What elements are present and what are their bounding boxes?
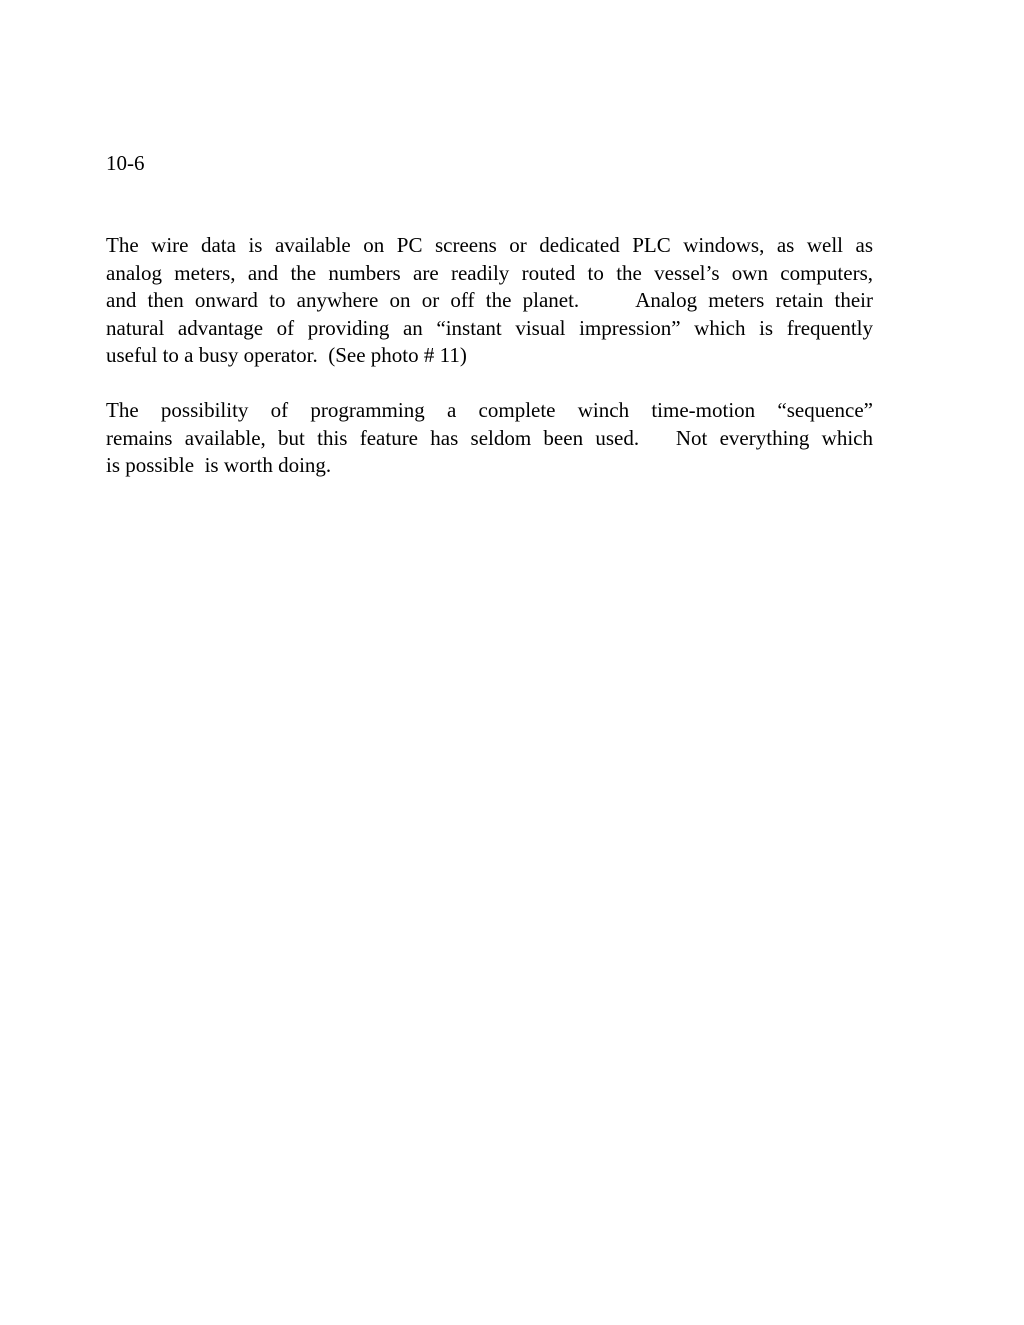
paragraph-line: The possibility of programming a complete winch time-motion “sequence”	[106, 398, 873, 422]
paragraph-line: is possible is worth doing.	[106, 453, 332, 477]
paragraph-line: The wire data is available on PC screens or dedicated PLC windows, as well as	[106, 233, 873, 257]
paragraph-line: and then onward to anywhere on or off the planet. Analog meters retain their	[106, 288, 873, 312]
paragraph-line: analog meters, and the numbers are readily routed to the vessel’s own computers,	[106, 260, 873, 285]
paragraph-sequence	[106, 397, 873, 480]
paragraph-line: remains available, but this feature has seldom been used. Not everything which	[106, 425, 873, 450]
page-number: 10-6	[106, 151, 145, 175]
paragraph-wire-data	[106, 232, 873, 370]
paragraph-line: natural advantage of providing an “instant visual impression” which is frequently	[106, 315, 873, 340]
paragraph-line: useful to a busy operator. (See photo # 11)	[106, 343, 467, 367]
